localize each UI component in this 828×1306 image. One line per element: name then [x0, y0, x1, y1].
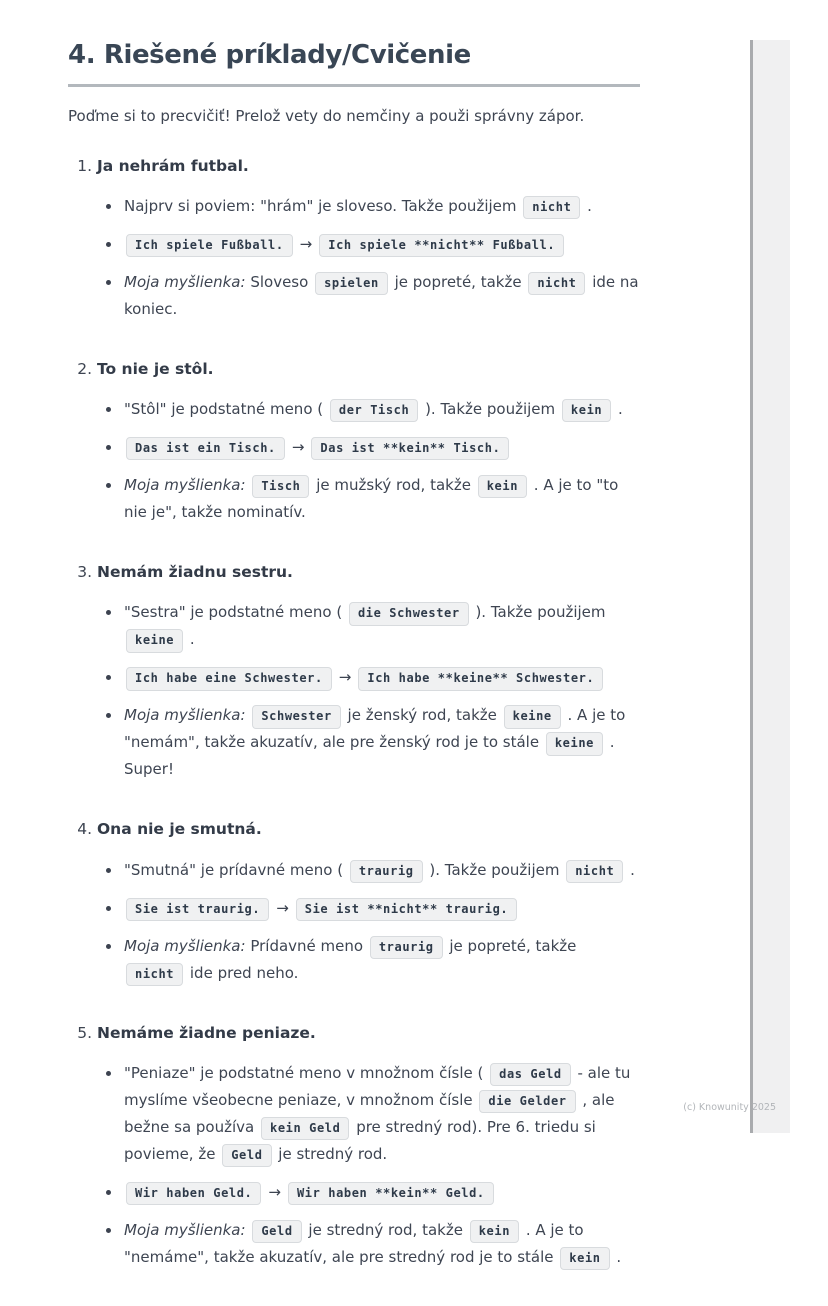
copyright-watermark: (c) Knowunity 2025 — [683, 1102, 776, 1113]
bullet-dot-icon — [106, 1071, 111, 1076]
code-chip: nicht — [528, 272, 585, 295]
bullet-item — [97, 472, 640, 526]
title-divider — [68, 84, 640, 87]
code-chip: nicht — [523, 196, 580, 219]
text-run: "Peniaze" je podstatné meno v množnom čísle ( — [124, 1063, 489, 1082]
exercise-item — [68, 818, 640, 997]
italic-label: Moja myšlienka: — [124, 272, 246, 291]
exercise-title: Ona nie je smutná. — [97, 820, 262, 839]
bullet-item — [97, 599, 640, 653]
code-chip: Das ist ein Tisch. — [126, 437, 285, 460]
code-chip: Tisch — [252, 475, 309, 498]
exercise-item — [68, 358, 640, 537]
arrow-right-icon: → — [338, 668, 352, 687]
exercise-title: To nie je stôl. — [97, 359, 214, 378]
code-chip: traurig — [370, 936, 443, 959]
bullet-item — [97, 1179, 640, 1206]
text-run: pre stredný rod). Pre 6. triedu si povieme, že — [124, 1117, 596, 1163]
code-chip: Wir haben Geld. — [126, 1182, 261, 1205]
bullet-dot-icon — [106, 1228, 111, 1233]
text-run: ide pred neho. — [185, 963, 299, 982]
arrow-right-icon: → — [276, 898, 289, 917]
text-run: Najprv si poviem: "hrám" je sloveso. Takže použijem — [124, 196, 522, 215]
bullet-dot-icon — [106, 868, 111, 873]
text-run: . A je to "nemám", takže akuzatív, ale pre ženský rod je to stále — [124, 706, 626, 752]
exercise-number: 4. — [77, 820, 92, 839]
bullet-item — [97, 895, 640, 922]
bullet-dot-icon — [106, 242, 111, 247]
bullet-dot-icon — [106, 944, 111, 949]
code-chip: kein — [560, 1247, 609, 1270]
bullet-list — [97, 193, 640, 323]
code-chip: Ich spiele **nicht** Fußball. — [319, 234, 564, 257]
bullet-list — [97, 599, 640, 783]
exercise-list — [68, 155, 640, 1282]
arrow-right-icon: → — [299, 234, 313, 253]
text-run: . — [613, 400, 623, 419]
bullet-item — [97, 857, 640, 884]
page-title: 4. Riešené príklady/Cvičenie — [68, 40, 471, 70]
bullet-item — [97, 1217, 640, 1271]
arrow-right-icon: → — [291, 438, 305, 457]
text-run: ). Takže použijem — [420, 400, 560, 419]
code-chip: nicht — [126, 963, 183, 986]
text-run: . A je to "to nie je", takže nominatív. — [124, 476, 619, 522]
text-run: je popreté, takže — [389, 272, 527, 291]
document-content — [68, 40, 640, 1306]
text-run — [246, 476, 251, 494]
exercise-item — [68, 1022, 640, 1282]
bullet-item — [97, 664, 640, 691]
italic-label: Moja myšlienka: — [124, 936, 246, 955]
exercise-item — [68, 561, 640, 794]
text-run: ide na koniec. — [124, 272, 639, 318]
bullet-item — [97, 231, 640, 258]
code-chip: kein — [470, 1220, 519, 1243]
italic-label: Moja myšlienka: — [124, 476, 246, 495]
bullet-item — [97, 933, 640, 987]
text-run: . — [625, 860, 635, 879]
exercise-title: Nemáme žiadne peniaze. — [97, 1023, 316, 1042]
exercise-number: 3. — [77, 563, 92, 582]
text-run: - ale tu myslíme všeobecne peniaze, v množnom čísle — [124, 1063, 631, 1109]
text-run: je ženský rod, takže — [342, 706, 502, 725]
bullet-dot-icon — [106, 445, 111, 450]
exercise-number: 2. — [77, 359, 92, 378]
bullet-list — [97, 857, 640, 987]
code-chip: das Geld — [490, 1063, 571, 1086]
exercise-title: Ja nehrám futbal. — [97, 156, 249, 175]
bullet-dot-icon — [106, 280, 111, 285]
text-run: je mužský rod, takže — [311, 476, 476, 495]
text-run: ). Takže použijem — [424, 860, 565, 879]
page-edge-divider — [750, 40, 790, 1133]
text-run: "Smutná" je prídavné meno ( — [124, 860, 348, 879]
code-chip: keine — [546, 732, 603, 755]
code-chip: Ich habe eine Schwester. — [126, 667, 332, 690]
bullet-dot-icon — [106, 204, 111, 209]
text-run: . — [582, 196, 592, 215]
bullet-item — [97, 434, 640, 461]
bullet-dot-icon — [106, 906, 111, 911]
bullet-dot-icon — [106, 1190, 111, 1195]
exercise-number: 5. — [77, 1023, 92, 1042]
text-run: . — [611, 1247, 622, 1266]
bullet-dot-icon — [106, 407, 111, 412]
exercise-item — [68, 155, 640, 334]
text-run: je stredný rod. — [273, 1144, 388, 1163]
bullet-item — [97, 702, 640, 783]
exercise-number: 1. — [77, 156, 92, 175]
bullet-dot-icon — [106, 675, 111, 680]
bullet-dot-icon — [106, 610, 111, 615]
code-chip: keine — [126, 629, 183, 652]
code-chip: traurig — [350, 860, 423, 883]
text-run: "Sestra" je podstatné meno ( — [124, 603, 347, 622]
code-chip: die Schwester — [349, 602, 469, 625]
code-chip: der Tisch — [330, 399, 418, 422]
text-run: , ale bežne sa používa — [124, 1090, 615, 1136]
code-chip: nicht — [566, 860, 623, 883]
exercise-title: Nemám žiadnu sestru. — [97, 563, 293, 582]
intro-text: Poďme si to precvičiť! Prelož vety do nemčiny a použi správny zápor. — [68, 107, 585, 126]
text-run: je stredný rod, takže — [303, 1220, 468, 1239]
bullet-item — [97, 193, 640, 220]
text-run: . Super! — [124, 733, 615, 779]
text-run — [246, 1221, 251, 1239]
code-chip: die Gelder — [479, 1090, 575, 1113]
code-chip: Ich habe **keine** Schwester. — [358, 667, 603, 690]
code-chip: Schwester — [252, 705, 340, 728]
text-run: "Stôl" je podstatné meno ( — [124, 400, 328, 419]
bullet-dot-icon — [106, 483, 111, 488]
text-run: je popreté, takže — [444, 936, 577, 955]
code-chip: spielen — [315, 272, 388, 295]
text-run: Prídavné meno — [245, 936, 368, 955]
code-chip: kein — [562, 399, 611, 422]
text-run: ). Takže použijem — [470, 603, 606, 622]
text-run: . — [185, 630, 195, 649]
bullet-list — [97, 1060, 640, 1271]
text-run: Sloveso — [245, 272, 314, 291]
code-chip: Geld — [222, 1144, 271, 1167]
code-chip: kein — [478, 475, 527, 498]
bullet-item — [97, 269, 640, 323]
italic-label: Moja myšlienka: — [124, 706, 246, 725]
bullet-list — [97, 396, 640, 526]
code-chip: Sie ist **nicht** traurig. — [296, 898, 517, 921]
code-chip: keine — [504, 705, 561, 728]
bullet-item — [97, 396, 640, 423]
bullet-dot-icon — [106, 713, 111, 718]
code-chip: Das ist **kein** Tisch. — [311, 437, 509, 460]
italic-label: Moja myšlienka: — [124, 1220, 246, 1239]
code-chip: Ich spiele Fußball. — [126, 234, 293, 257]
arrow-right-icon: → — [268, 1182, 281, 1201]
code-chip: kein Geld — [261, 1117, 349, 1140]
code-chip: Sie ist traurig. — [126, 898, 269, 921]
bullet-item — [97, 1060, 640, 1168]
text-run — [246, 706, 251, 724]
code-chip: Wir haben **kein** Geld. — [288, 1182, 494, 1205]
code-chip: Geld — [252, 1220, 301, 1243]
text-run: . A je to "nemáme", takže akuzatív, ale pre stredný rod je to stále — [124, 1220, 584, 1266]
